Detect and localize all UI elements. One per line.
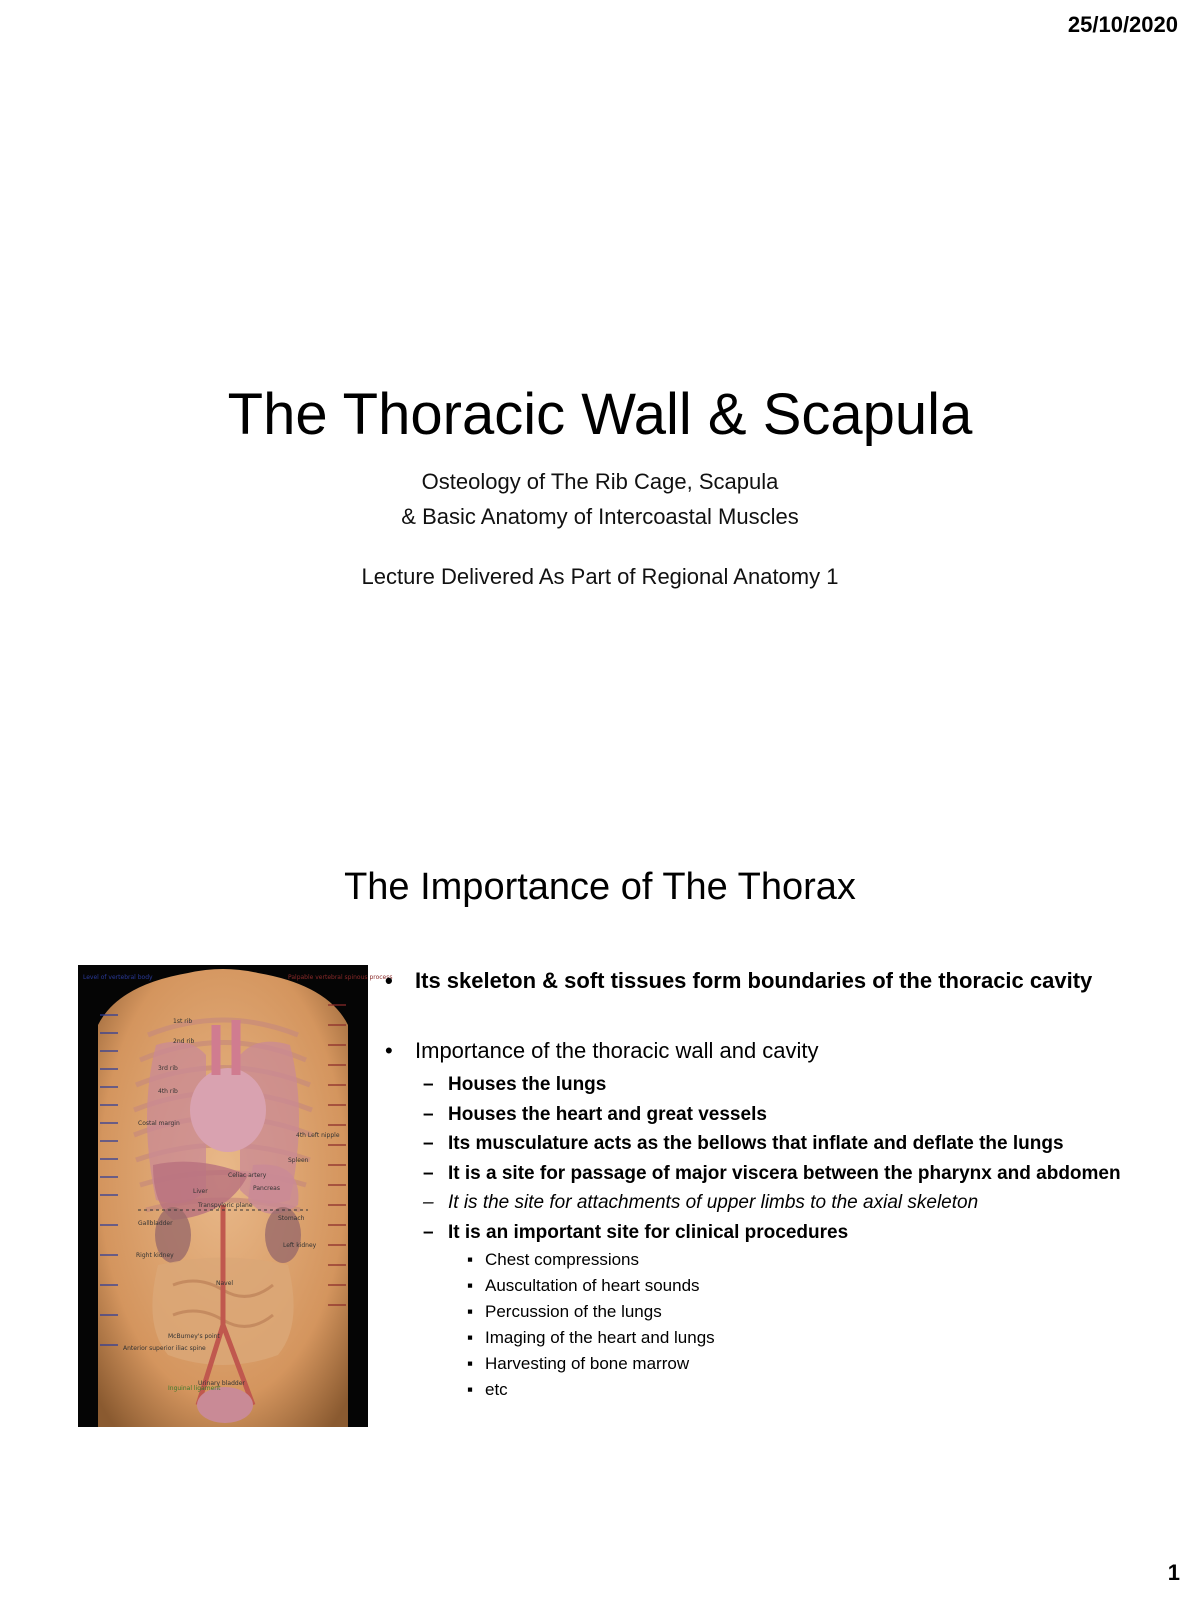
- list-item: – It is the site for attachments of upper limbs to the axial skeleton: [423, 1192, 979, 1213]
- list-item: – Houses the lungs: [423, 1074, 607, 1095]
- procedure-item: ▪ Chest compressions: [467, 1250, 640, 1269]
- fig-label-inguinal: Inguinal ligament: [168, 1385, 221, 1392]
- fig-label-left-kidney: Left kidney: [283, 1242, 317, 1249]
- anatomy-illustration: [78, 965, 393, 1427]
- fig-label-mcburney: McBurney's point: [168, 1333, 220, 1340]
- fig-label-3rd-rib: 3rd rib: [158, 1065, 178, 1072]
- title-slide: [0, 380, 1200, 590]
- header-date: 25/10/2020: [1067, 12, 1178, 37]
- fig-label-right-kidney: Right kidney: [136, 1252, 174, 1259]
- lecture-note: Lecture Delivered As Part of Regional Anatomy 1: [361, 564, 839, 589]
- procedure-item: ▪ Harvesting of bone marrow: [467, 1354, 690, 1373]
- importance-bullets: [385, 966, 1165, 1403]
- thorax-anatomy-figure: [78, 965, 393, 1427]
- list-item: – Its musculature acts as the bellows that inflate and deflate the lungs: [423, 1133, 1064, 1154]
- fig-label-gallbladder: Gallbladder: [138, 1220, 173, 1227]
- procedure-item: ▪ Percussion of the lungs: [467, 1302, 662, 1321]
- list-item: – It is a site for passage of major viscera between the pharynx and abdomen: [423, 1162, 1121, 1184]
- list-item: – It is an important site for clinical procedures: [423, 1221, 849, 1243]
- fig-label-2nd-rib: 2nd rib: [173, 1038, 195, 1045]
- fig-label-costal: Costal margin: [138, 1120, 180, 1127]
- list-item: – Houses the heart and great vessels: [423, 1103, 767, 1125]
- bullet-boundaries: • Its skeleton & soft tissues form boundaries of the thoracic cavity: [385, 968, 1093, 993]
- fig-label-nipple: 4th Left nipple: [296, 1132, 340, 1139]
- fig-label-asis: Anterior superior iliac spine: [123, 1345, 206, 1352]
- fig-label-celiac: Celiac artery: [228, 1172, 267, 1179]
- slide-subtitle: [0, 464, 1200, 534]
- fig-label-1st-rib: 1st rib: [173, 1018, 193, 1025]
- fig-label-stomach: Stomach: [278, 1215, 305, 1222]
- fig-left-header: Level of vertebral body: [83, 974, 153, 981]
- fig-label-spleen: Spleen: [288, 1157, 309, 1164]
- section-title: The Importance of The Thorax: [344, 866, 856, 908]
- fig-label-liver: Liver: [193, 1188, 208, 1195]
- subtitle-line-1: Osteology of The Rib Cage, Scapula: [421, 469, 779, 494]
- procedure-item: ▪ etc: [467, 1380, 508, 1399]
- fig-label-bladder: Urinary bladder: [198, 1380, 245, 1387]
- slide-title: The Thoracic Wall & Scapula: [227, 382, 973, 447]
- bullet-importance: • Importance of the thoracic wall and cavity: [385, 1038, 819, 1063]
- procedure-item: ▪ Imaging of the heart and lungs: [467, 1328, 715, 1347]
- fig-label-4th-rib: 4th rib: [158, 1088, 178, 1095]
- fig-label-navel: Navel: [216, 1280, 234, 1287]
- page-number: 1: [1167, 1560, 1180, 1585]
- subtitle-line-2: & Basic Anatomy of Intercoastal Muscles: [401, 504, 799, 529]
- fig-label-pancreas: Pancreas: [253, 1185, 280, 1192]
- fig-right-header: Palpable vertebral spinous process: [288, 974, 393, 981]
- procedure-item: ▪ Auscultation of heart sounds: [467, 1276, 700, 1295]
- importance-sub-list: [385, 1070, 1165, 1403]
- fig-label-transpyloric: Transpyloric plane: [198, 1202, 253, 1209]
